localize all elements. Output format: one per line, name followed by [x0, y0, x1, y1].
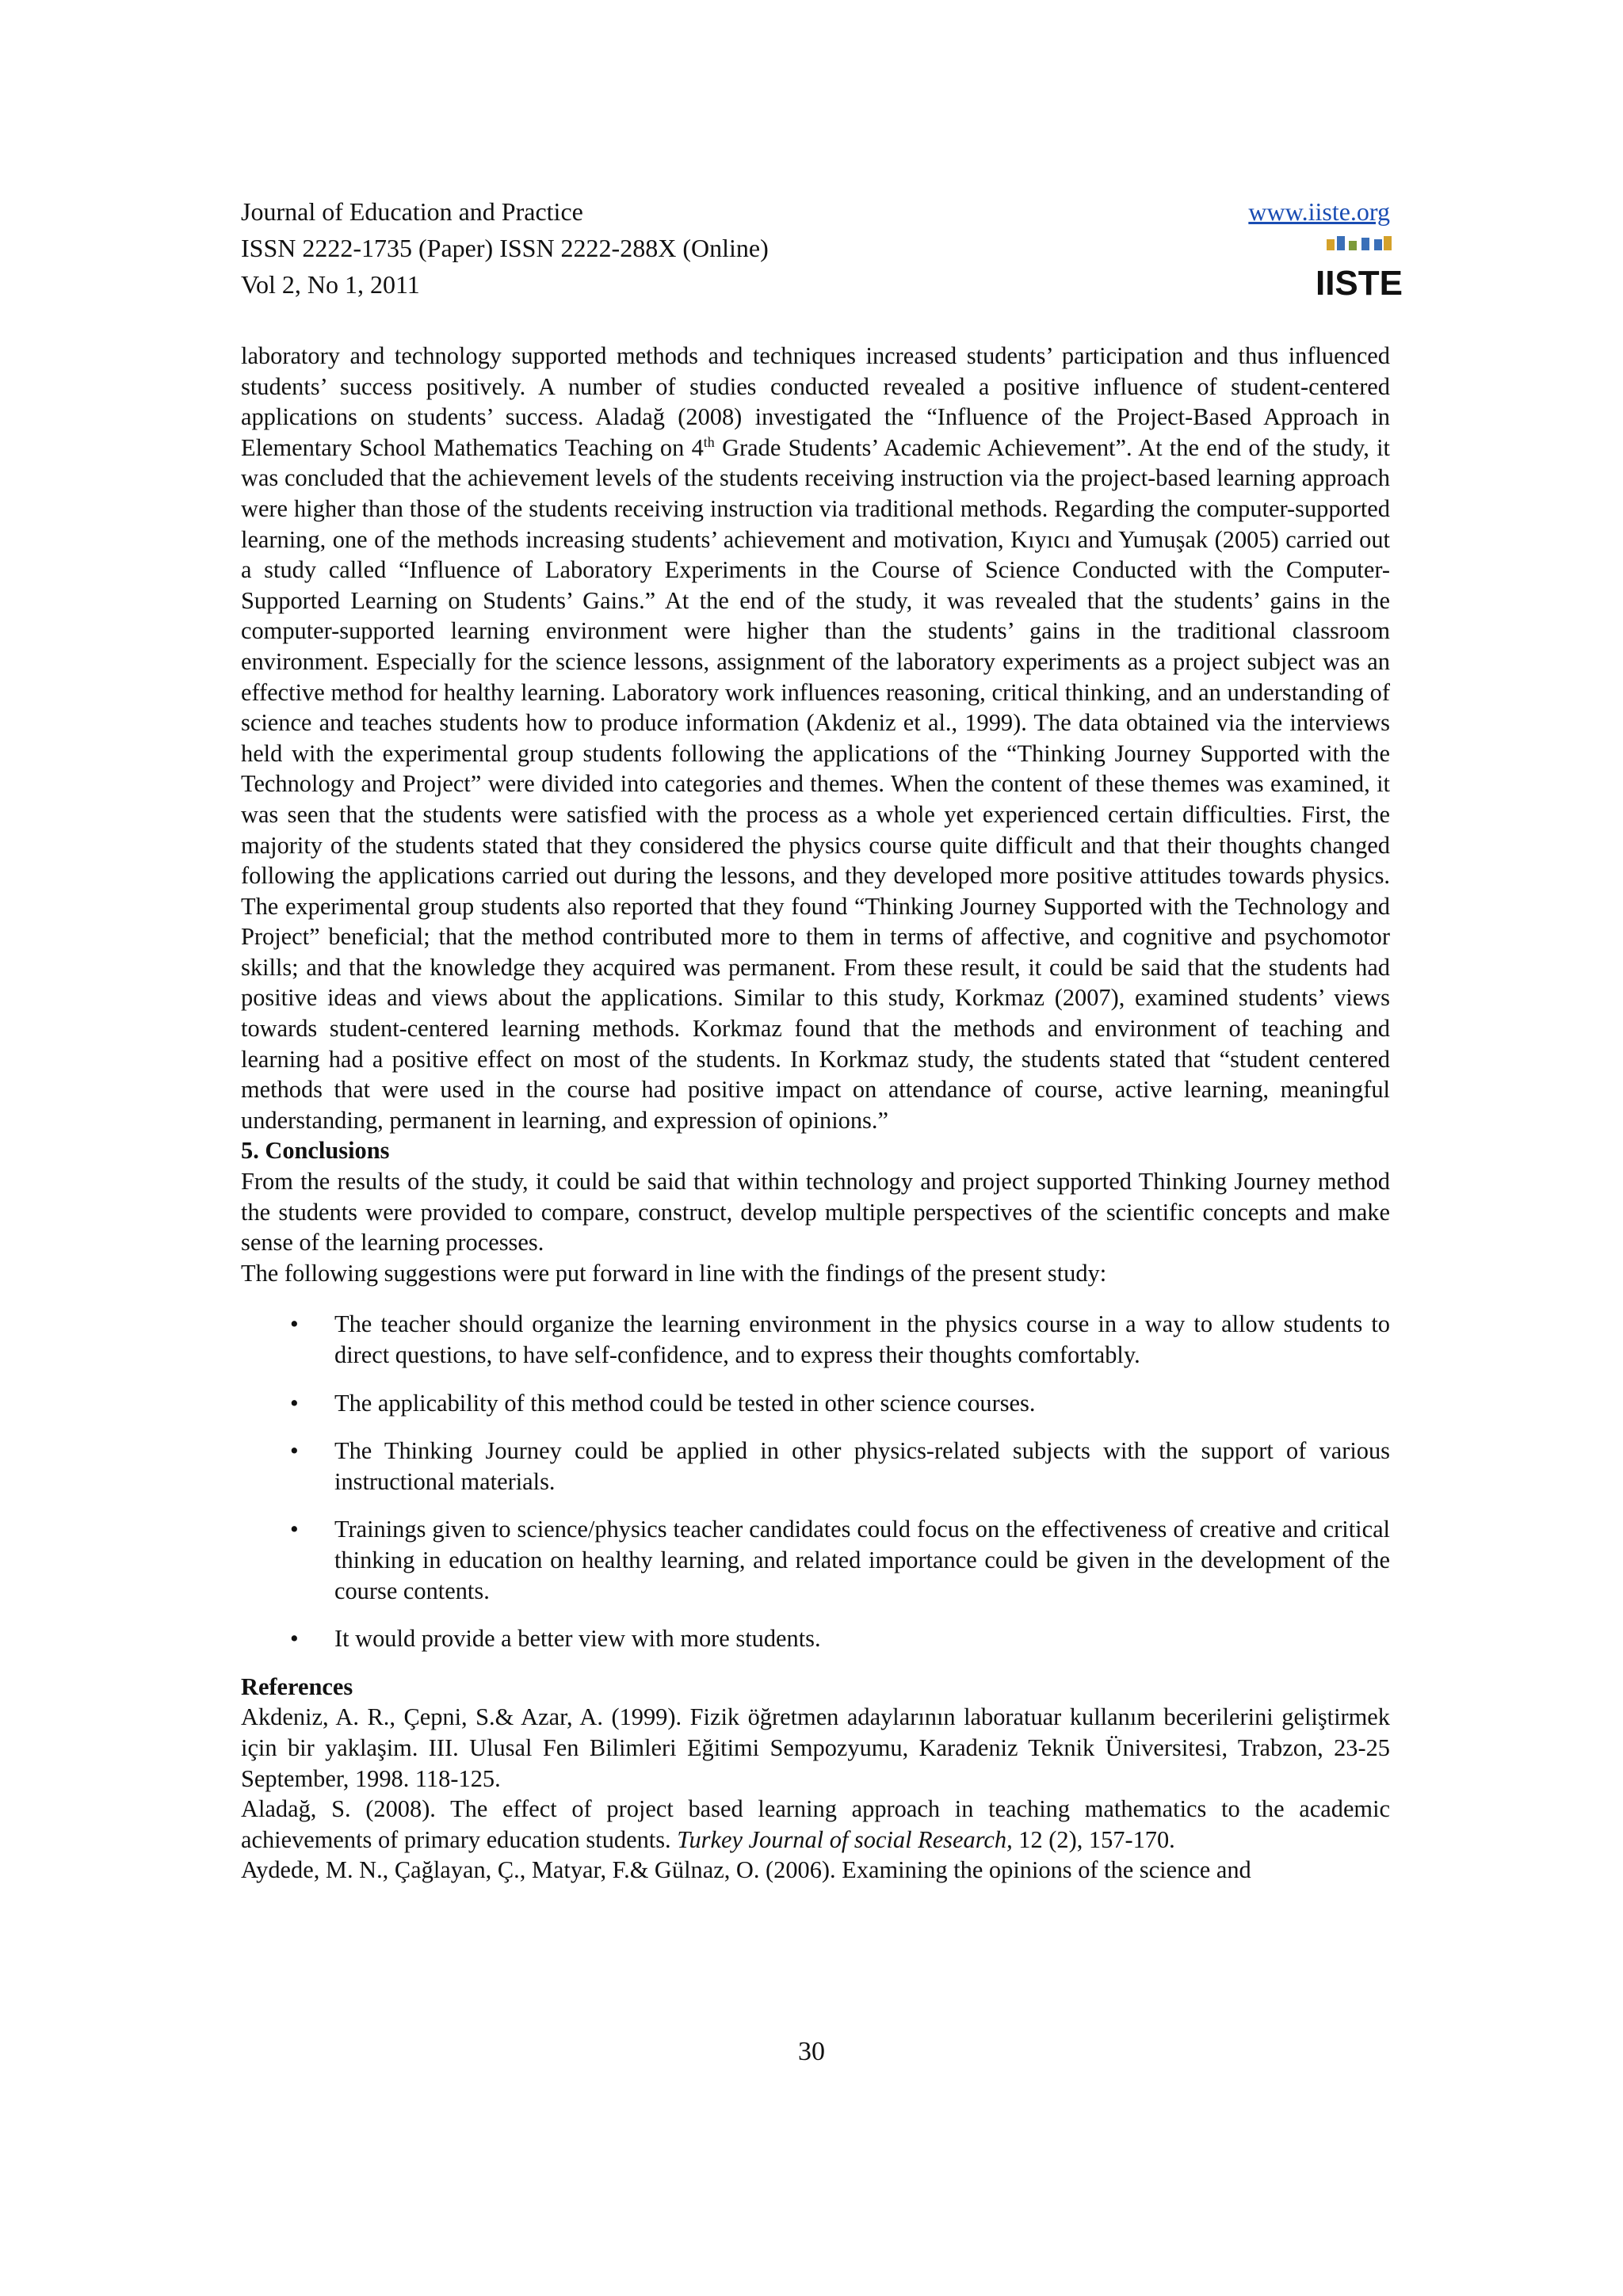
list-item: • The teacher should organize the learning environment in the physics course in a way to allow students to direct questions, to have self-confidence, and to express their thoughts comfortably.	[290, 1310, 1390, 1368]
page-number: 30	[798, 2037, 825, 2066]
conclusions-paragraph: From the results of the study, it could be said that within technology and project supported Thinking Journey method the students were provided to compare, construct, develop multiple perspectives of the scientific concepts and make sense of the learning processes.	[241, 1168, 1390, 1257]
list-item: • Trainings given to science/physics teacher candidates could focus on the effectiveness of creative and critical thinking in education on healthy learning, and related importance could be given in the development of the course contents.	[290, 1516, 1390, 1604]
journal-website-link[interactable]: www.iiste.org	[1248, 197, 1390, 226]
references-section	[241, 1672, 1390, 1886]
list-item: • It would provide a better view with more students.	[241, 1623, 1390, 1654]
issn-line: ISSN 2222-1735 (Paper) ISSN 2222-288X (Online)	[241, 234, 769, 262]
section-heading-references: References	[241, 1672, 353, 1700]
reference-entry: Aydede, M. N., Çağlayan, Ç., Matyar, F.& Gülnaz, O. (2006). Examining the opinions of the science and	[241, 1856, 1251, 1884]
journal-title: Journal of Education and Practice	[241, 197, 583, 226]
reference-entry: Aladağ, S. (2008). The effect of project based learning approach in teaching mathematics to the academic achievements of primary education students. Turkey Journal of social Research, 12 (2), 157-170.	[241, 1795, 1390, 1853]
suggestions-list	[241, 1309, 1390, 1653]
reference-journal-title: Turkey Journal of social Research,	[677, 1825, 1013, 1853]
discussion-paragraph: laboratory and technology supported methods and techniques increased students’ participation and thus influenced students’ success positively. A number of studies conducted revealed a positive influence of student-centered applications on students’ success. Aladağ (2008) investigated the “Influence of the Project-Based Approach in Elementary School Mathematics Teaching on 4th Grade Students’ Academic Achievement”. At the end of the study, it was concluded that the achievement levels of the students receiving instruction via the project-based learning approach were higher than those of the students receiving instruction via traditional methods. Regarding the computer-supported learning, one of the methods increasing students’ achievement and motivation, Kıyıcı and Yumuşak (2005) carried out a study called “Influence of Laboratory Experiments in the Course of Science Conducted with the Computer-Supported Learning on Students’ Gains.” At the end of the study, it was revealed that the students’ gains in the computer-supported learning environment were higher than the students’ gains in the traditional classroom environment. Especially for the science lessons, assignment of the laboratory experiments as a project subject was an effective method for healthy learning. Laboratory work influences reasoning, critical thinking, and an understanding of science and teaches students how to produce information (Akdeniz et al., 1999). The data obtained via the interviews held with the experimental group students following the applications of the “Thinking Journey Supported with the Technology and Project” were divided into categories and themes. When the content of these themes was examined, it was seen that the students were satisfied with the process as a whole yet experienced certain difficulties. First, the majority of the students stated that they considered the physics course quite difficult and that their thoughts changed following the applications carried out during the lessons, and they developed more positive attitudes towards physics. The experimental group students also reported that they found “Thinking Journey Supported with the Technology and Project” beneficial; that the method contributed more to them in terms of affective, and cognitive and psychomotor skills; and that the knowledge they acquired was permanent. From these result, it could be said that the students had positive ideas and views about the applications. Similar to this study, Korkmaz (2007), examined students’ views towards student-centered learning methods. Korkmaz found that the methods and environment of teaching and learning had a positive effect on most of the students. In Korkmaz study, the students stated that “student centered methods that were used in the course had positive impact on attendance of course, active learning, meaningful understanding, permanent in learning, and expression of opinions.”	[241, 342, 1391, 1134]
volume-line: Vol 2, No 1, 2011	[241, 270, 420, 299]
bullet-icon: •	[290, 1516, 299, 1543]
list-item: • The applicability of this method could be tested in other science courses.	[241, 1388, 1390, 1419]
superscript-th: th	[703, 433, 715, 450]
reference-entry: Akdeniz, A. R., Çepni, S.& Azar, A. (1999). Fizik öğretmen adaylarının laboratuar kullanım becerilerini geliştirmek için bir yaklaşim. III. Ulusal Fen Bilimleri Eğitimi Sempozyumu, Karadeniz Teknik Üniversitesi, Trabzon, 23-25 September, 1998. 118-125.	[241, 1703, 1390, 1792]
bullet-icon: •	[290, 1310, 299, 1338]
bullet-icon: •	[290, 1625, 299, 1653]
list-item: • The Thinking Journey could be applied in other physics-related subjects with the support of various instructional materials.	[290, 1437, 1390, 1495]
section-heading-conclusions: 5. Conclusions	[241, 1137, 390, 1165]
suggestions-intro: The following suggestions were put forward in line with the findings of the present study:	[241, 1259, 1107, 1287]
bullet-icon: •	[290, 1389, 299, 1417]
iiste-logo	[1315, 235, 1403, 303]
article-body	[241, 341, 1390, 1886]
bullet-icon: •	[290, 1437, 299, 1465]
logo-text: IISTE	[1315, 264, 1403, 303]
